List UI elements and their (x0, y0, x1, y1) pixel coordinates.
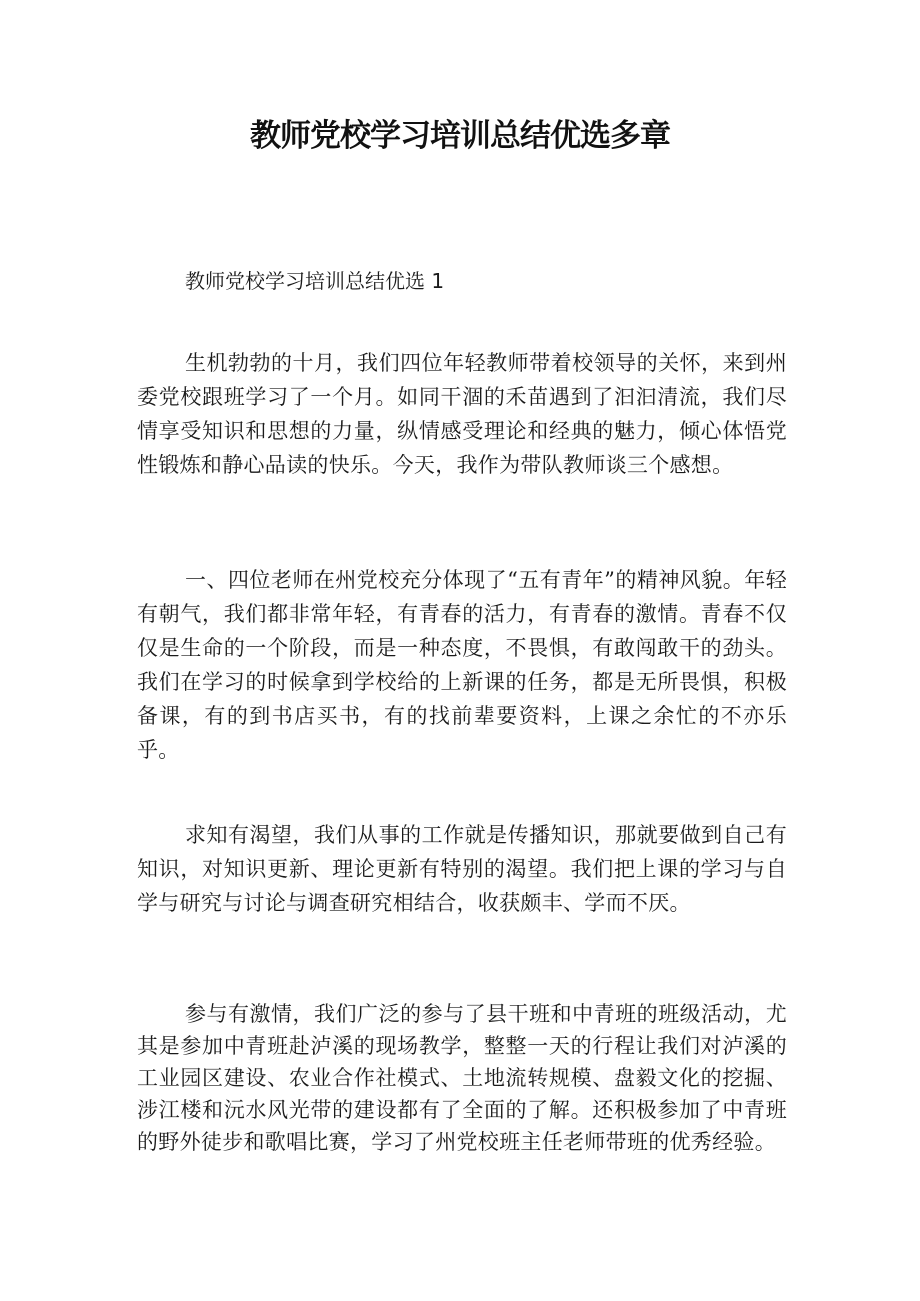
section-heading: 教师党校学习培训总结优选 1 (185, 269, 445, 293)
paragraph-2: 一、四位老师在州党校充分体现了“五有青年”的精神风貌。年轻有朝气，我们都非常年轻，有青春的活力，有青春的激情。青春不仅仅是生命的一个阶段，而是一种态度，不畏惧，有敢闯敢干的劲头。我们在学习的时候拿到学校给的上新课的任务，都是无所畏惧，积极备课，有的到书店买书，有的找前辈要资料，上课之余忙的不亦乐乎。 (137, 568, 787, 762)
document-title: 教师党校学习培训总结优选多章 (250, 118, 670, 154)
paragraph-1: 生机勃勃的十月，我们四位年轻教师带着校领导的关怀，来到州委党校跟班学习了一个月。如同干涸的禾苗遇到了汩汩清流，我们尽情享受知识和思想的力量，纵情感受理论和经典的魅力，倾心体悟党性锻炼和静心品读的快乐。今天，我作为带队教师谈三个感想。 (137, 351, 787, 477)
paragraph-3: 求知有渴望，我们从事的工作就是传播知识，那就要做到自己有知识，对知识更新、理论更新有特别的渴望。我们把上课的学习与自学与研究与讨论与调查研究相结合，收获颇丰、学而不厌。 (137, 823, 787, 915)
paragraph-4: 参与有激情，我们广泛的参与了县干班和中青班的班级活动，尤其是参加中青班赴泸溪的现场教学，整整一天的行程让我们对泸溪的工业园区建设、农业合作社模式、土地流转规模、盘毅文化的挖掘、涉江楼和沅水风光带的建设都有了全面的了解。还积极参加了中青班的野外徒步和歌唱比赛，学习了州党校班主任老师带班的优秀经验。 (137, 1002, 787, 1154)
